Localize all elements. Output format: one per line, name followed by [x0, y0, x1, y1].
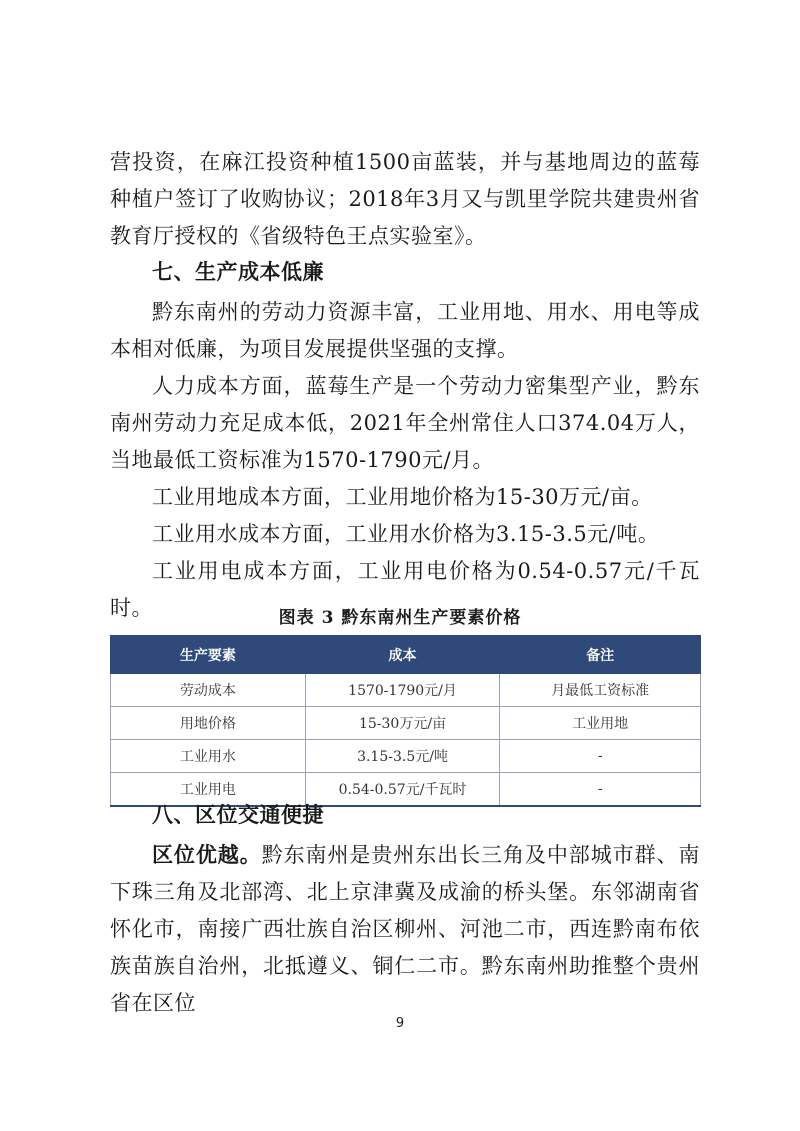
- table-cell-cost: 15-30万元/亩: [305, 707, 500, 740]
- section-8-heading: 八、区位交通便捷: [152, 803, 324, 827]
- section-7-paragraph-2: 人力成本方面，蓝莓生产是一个劳动力密集型产业，黔东南州劳动力充足成本低，2021年全州常住人口374.04万人，当地最低工资标准为1570-1790元/月。: [110, 374, 700, 472]
- table-cell-factor: 工业用水: [111, 740, 306, 773]
- table-row: [111, 740, 701, 773]
- table-header-factor: 生产要素: [111, 636, 306, 674]
- table-cell-note: -: [500, 773, 701, 807]
- table-cell-note: -: [500, 740, 701, 773]
- section-7-paragraph-4: 工业用水成本方面，工业用水价格为3.15-3.5元/吨。: [152, 522, 660, 546]
- section-8-lead-bold: 区位优越。: [152, 843, 262, 867]
- section-8-lead-text: 黔东南州是贵州东出长三角及中部城市群、南下珠三角及北部湾、北上京津冀及成渝的桥头堡。东邻湖南省怀化市，南接广西壮族自治区柳州、河池二市，西连黔南布依族苗族自治州，北抵遵义、铜仁二市。黔东南州助推整个贵州省在区位: [110, 843, 700, 1015]
- table-cell-cost: 1570-1790元/月: [305, 674, 500, 707]
- section-7-paragraph-3: 工业用地成本方面，工业用地价格为15-30万元/亩。: [152, 485, 653, 509]
- table-cell-note: 工业用地: [500, 707, 701, 740]
- section-7-heading: 七、生产成本低廉: [152, 260, 324, 284]
- section-7-paragraph-5: 工业用电成本方面，工业用电价格为0.54-0.57元/千瓦时。: [110, 559, 700, 620]
- table-cell-cost: 3.15-3.5元/吨: [305, 740, 500, 773]
- table-cell-factor: 工业用电: [111, 773, 306, 807]
- table-caption: 图表 3 黔东南州生产要素价格: [278, 608, 522, 628]
- table-header-cost: 成本: [305, 636, 500, 674]
- table-row: [111, 707, 701, 740]
- production-factor-table: [110, 635, 701, 807]
- table-header-note: 备注: [500, 636, 701, 674]
- table-cell-cost: 0.54-0.57元/千瓦时: [305, 773, 500, 807]
- table-cell-factor: 劳动成本: [111, 674, 306, 707]
- section-8-paragraph: [110, 837, 700, 1022]
- page-number: 9: [395, 1016, 405, 1031]
- intro-paragraph: 营投资，在麻江投资种植1500亩蓝装，并与基地周边的蓝莓种植户签订了收购协议；2018年3月又与凯里学院共建贵州省教育厅授权的《省级特色王点实验室》。: [110, 150, 700, 248]
- section-7-paragraph-1: 黔东南州的劳动力资源丰富，工业用地、用水、用电等成本相对低廉，为项目发展提供坚强的支撑。: [110, 300, 700, 361]
- table-row: [111, 674, 701, 707]
- table-cell-note: 月最低工资标准: [500, 674, 701, 707]
- table-header-row: [111, 636, 701, 674]
- table-cell-factor: 用地价格: [111, 707, 306, 740]
